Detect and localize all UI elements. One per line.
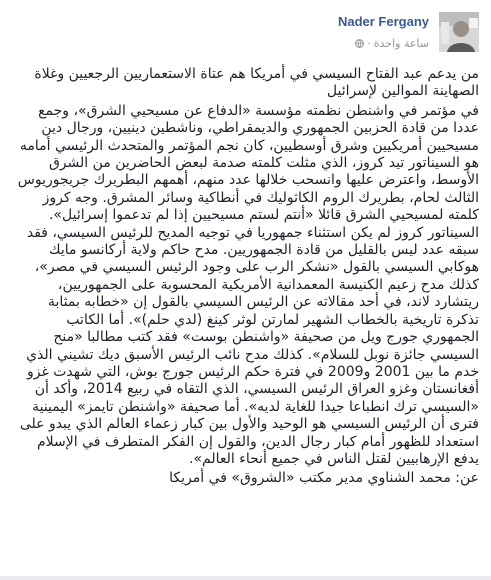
post-header	[12, 8, 479, 60]
author-avatar[interactable]	[439, 12, 479, 52]
post-timestamp[interactable]: ساعة واحدة	[373, 37, 429, 50]
globe-icon[interactable]	[355, 38, 364, 47]
post-paragraph: في مؤتمر في واشنطن نظمته مؤسسة «الدفاع عن مسيحيي الشرق»، وجمع عددا من قادة الحزبين الجمهوري والديمقراطي، وناشطين دينيين، ورجال دين مسيحيين أمريكيين وشرق أوسطيين، كان نجم المؤتمر والمتحدث الرئيسي أمامه هو السيناتور تيد كروز، الذي مثلت كلمته صدمة لبعض الحاضرين من الشرق الأوسط، واعترض عليها وانسحب خلالها عدد منهم، أهمهم البطريرك جريجوريوس الثالث لحام، بطريرك الروم الكاثوليك في أنطاكية وسائر المشرق. وجه كروز كلمته لمسيحيي الشرق قائلا «أنتم لستم مسيحيين إذا لم تدعموا إسرائيل». السيناتور كروز لم يكن استثناء جمهوريا في توجيه المديح للرئيس السيسي، فقد سبقه عدد ليس بالقليل من قادة الجمهوريين. مدح حاكم ولاية أركانسو مايك هوكابي السيسي بالقول «نشكر الرب على وجود الرئيس السيسي في مصر»، كذلك مدح زعيم الكنيسة المعمدانية الأمريكية المحسوبة على الجمهوريين، ريتشارد لاند، في أحد مقالاته عن الرئيس السيسي بالقول إن «خطابه بمثابة تذكرة تاريخية بالخطاب الشهير لمارتن لوثر كينغ (لدي حلم)». أما الكاتب الجمهوري جورج ويل من صحيفة «واشنطن بوست» فقد كتب مطالبا «منح السيسي جائزة نوبل للسلام». كذلك مدح نائب الرئيس الأسبق ديك تشيني الذي خدم ما بين 2001 و2009 في فترة حكم الرئيس جورج بوش، التي شهدت غزو أفغانستان وغزو العراق الرئيس السيسي، الذي التقاه في ربيع 2014، وأكد أن «السيسي ترك انطباعا جيدا للغاية لديه». أما صحيفة «واشنطن تايمز» اليمينية فترى أن الرئيس السيسي هو الوحيد والأول بين كبار زعماء العالم الذي يبدو على استعداد للظهور أمام كبار رجال الدين، والقول إن الفكر المتطرف في الإسلام يدفع الإرهابيين لقتل الناس في جميع أنحاء العالم».	[17, 102, 479, 467]
post-meta	[355, 37, 429, 50]
meta-separator: ·	[367, 37, 371, 50]
author-name[interactable]: Nader Fergany	[337, 14, 429, 29]
post-headline: من يدعم عبد الفتاح السيسي في أمريكا هم عتاة الاستعماريين الرجعيين وغلاة الصهاينة الموالين لإسرائيل	[34, 66, 479, 100]
post-bottom-divider	[0, 576, 491, 580]
post-body	[12, 66, 479, 488]
post-source: عن: محمد الشناوي مدير مكتب «الشروق» في أمريكا	[169, 470, 479, 487]
profile-photo	[439, 12, 479, 52]
